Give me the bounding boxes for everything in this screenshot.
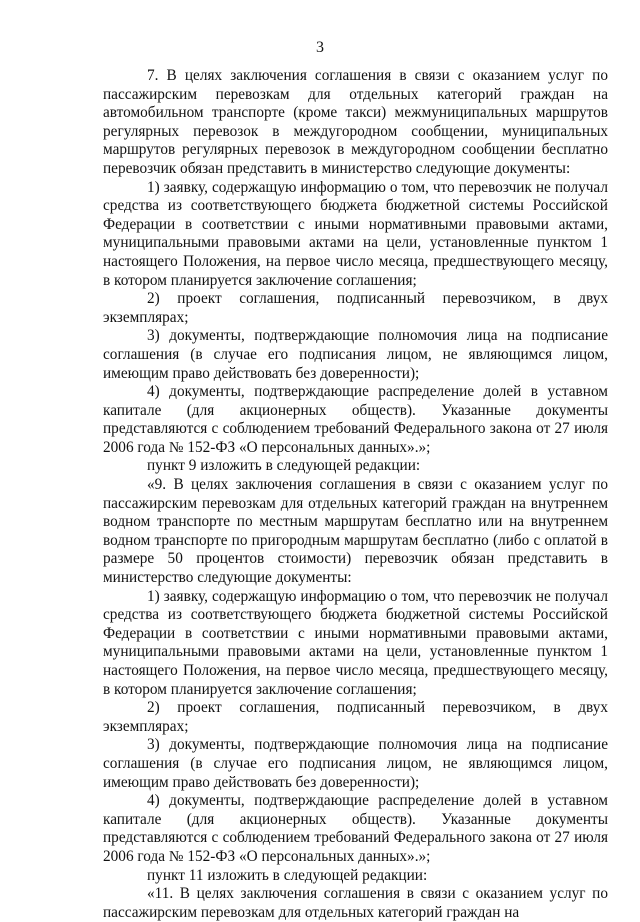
paragraph-subitem-3: 3) документы, подтверждающие полномочия лица на подписание соглашения (в случае его подписания лицом, не являющимся лицом, имеющим право действовать без доверенности); — [103, 736, 608, 791]
paragraph-amendment-9: пункт 9 изложить в следующей редакции: — [147, 457, 421, 475]
paragraph-item-9: «9. В целях заключения соглашения в связи с оказанием услуг по пассажирским перевозкам для отдельных категорий граждан на внутреннем водном транспорте по местным маршрутам бесплатно или на внутреннем водном транспорте по пригородным маршрутам бесплатно (либо с оплатой в размере 50 процентов стоимости) перевозчик обязан представить в министерство следующие документы: — [103, 476, 608, 587]
paragraph-item-7: 7. В целях заключения соглашения в связи с оказанием услуг по пассажирским перевозкам для отдельных категорий граждан на автомобильном транспорте (кроме такси) межмуниципальных маршрутов регулярных перевозок в междугородном сообщении, муниципальных маршрутов регулярных перевозок в междугородном сообщении бесплатно перевозчик обязан представить в министерство следующие документы: — [103, 67, 608, 177]
paragraph-subitem-3: 3) документы, подтверждающие полномочия лица на подписание соглашения (в случае его подписания лицом, не являющимся лицом, имеющим право действовать без доверенности); — [103, 327, 608, 382]
paragraph-item-11: «11. В целях заключения соглашения в связи с оказанием услуг по пассажирским перевозкам для отдельных категорий граждан на — [103, 885, 608, 921]
paragraph-subitem-2: 2) проект соглашения, подписанный перевозчиком, в двух экземплярах; — [103, 290, 608, 326]
paragraph-subitem-4: 4) документы, подтверждающие распределение долей в уставном капитале (для акционерных обществ). Указанные документы представляются с соблюдением требований Федерального закона от 27 июля 2006 года № 152-ФЗ «О персональных данных».»; — [103, 792, 608, 865]
paragraph-amendment-11: пункт 11 изложить в следующей редакции: — [147, 866, 428, 884]
paragraph-subitem-1: 1) заявку, содержащую информацию о том, что перевозчик не получал средства из соответствующего бюджета бюджетной системы Российской Федерации в соответствии с иными нормативными правовыми актами, муниципальными правовыми актами на цели, установленные пунктом 1 настоящего Положения, на первое число месяца, предшествующего месяцу, в котором планируется заключение соглашения; — [103, 587, 608, 698]
paragraph-subitem-1: 1) заявку, содержащую информацию о том, что перевозчик не получал средства из соответствующего бюджета бюджетной системы Российской Федерации в соответствии с иными нормативными правовыми актами, муниципальными правовыми актами на цели, установленные пунктом 1 настоящего Положения, на первое число месяца, предшествующего месяцу, в котором планируется заключение соглашения; — [103, 178, 608, 289]
page-number: 3 — [316, 39, 324, 56]
document-body — [103, 67, 608, 922]
paragraph-subitem-2: 2) проект соглашения, подписанный перевозчиком, в двух экземплярах; — [103, 699, 608, 735]
paragraph-subitem-4: 4) документы, подтверждающие распределение долей в уставном капитале (для акционерных обществ). Указанные документы представляются с соблюдением требований Федерального закона от 27 июля 2006 года № 152-ФЗ «О персональных данных».»; — [103, 383, 608, 456]
